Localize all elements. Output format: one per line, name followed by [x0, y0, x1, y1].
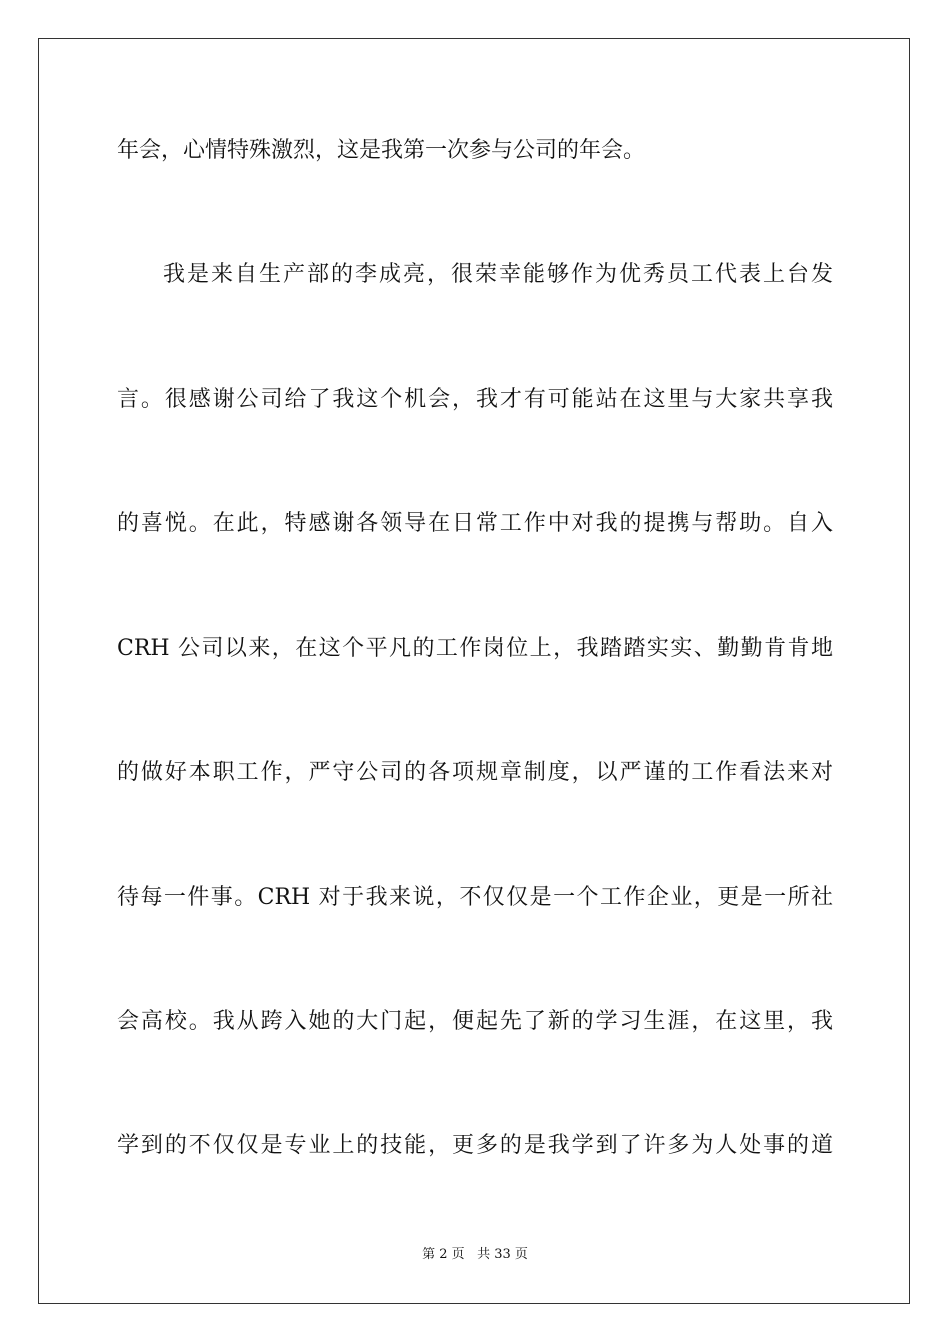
text-line-1: 年会，心情特殊激烈，这是我第一次参与公司的年会。 — [117, 138, 646, 163]
text-line-5: CRH 公司以来，在这个平凡的工作岗位上，我踏踏实实、勤勤肯肯地 — [117, 636, 833, 661]
text-line-8: 会高校。我从跨入她的大门起，便起先了新的学习生涯，在这里，我 — [117, 1009, 833, 1034]
text-line-9: 学到的不仅仅是专业上的技能，更多的是我学到了许多为人处事的道 — [117, 1133, 833, 1158]
page-number: 第 2 页 — [422, 1247, 465, 1262]
text-line-2: 我是来自生产部的李成亮，很荣幸能够作为优秀员工代表上台发 — [163, 262, 833, 287]
text-line-4: 的喜悦。在此，特感谢各领导在日常工作中对我的提携与帮助。自入 — [117, 511, 833, 536]
text-line-3: 言。很感谢公司给了我这个机会，我才有可能站在这里与大家共享我 — [117, 387, 833, 412]
page-border — [38, 38, 910, 1304]
text-line-6: 的做好本职工作，严守公司的各项规章制度，以严谨的工作看法来对 — [117, 760, 833, 785]
page-footer — [0, 1246, 950, 1264]
page-total: 共 33 页 — [477, 1247, 528, 1262]
text-line-7: 待每一件事。CRH 对于我来说，不仅仅是一个工作企业，更是一所社 — [117, 885, 833, 910]
